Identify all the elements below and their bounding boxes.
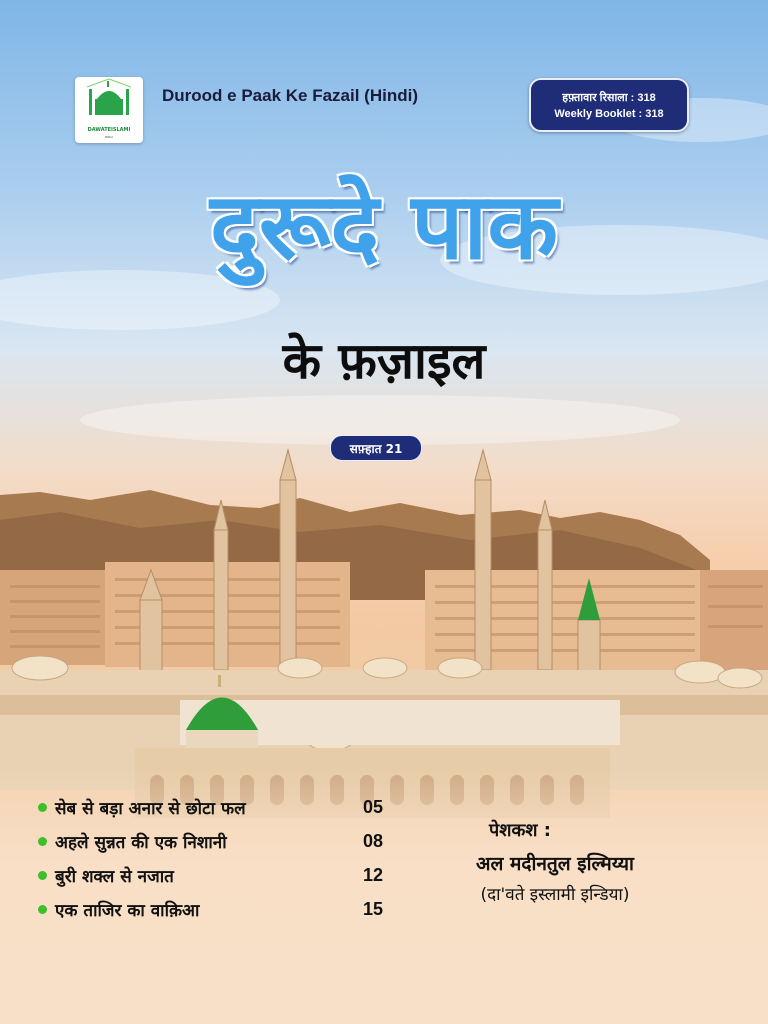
- toc-item-title: बुरी शक्ल से नजात: [55, 866, 174, 887]
- main-title: दुरूदे पाक: [210, 173, 558, 280]
- presenter-org: अल मदीनतुल इल्मिय्या: [476, 853, 634, 875]
- presenter-label: पेशकश :: [489, 820, 551, 841]
- toc-item-page: 08: [362, 830, 383, 851]
- toc-item-page: 15: [362, 898, 383, 919]
- toc-item: [38, 824, 383, 858]
- logo-subtext: INDIA: [104, 135, 114, 139]
- toc-item: [38, 790, 383, 824]
- booklet-number-hindi: हफ़्तावार रिसाला : 318: [562, 92, 656, 104]
- green-dot-icon: [38, 837, 47, 846]
- toc-item-title: एक ताजिर का वाक़िआ: [55, 900, 200, 921]
- publisher-logo: [75, 77, 143, 143]
- green-dot-icon: [38, 803, 47, 812]
- green-mosque-logo-icon: [75, 77, 143, 121]
- toc-item-page: 12: [362, 864, 383, 885]
- toc-item-title: सेब से बड़ा अनार से छोटा फल: [55, 798, 246, 819]
- toc-item-title: अहले सुन्नत की एक निशानी: [55, 832, 227, 853]
- presenter-block: [430, 818, 680, 905]
- toc-item-page: 05: [362, 796, 383, 817]
- green-dot-icon: [38, 905, 47, 914]
- toc-item: [38, 858, 383, 892]
- table-of-contents: [38, 790, 383, 926]
- sub-title: के फ़ज़ाइल: [282, 332, 486, 390]
- series-title: Durood e Paak Ke Fazail (Hindi): [162, 86, 418, 105]
- booklet-number-english: Weekly Booklet : 318: [554, 108, 664, 120]
- toc-item: [38, 892, 383, 926]
- page-count-badge: सफ़्हात 21: [330, 435, 422, 461]
- logo-text: DAWATEISLAMI: [87, 127, 131, 133]
- presenter-org-sub: (दा'वते इस्लामी इन्डिया): [480, 885, 630, 905]
- weekly-booklet-badge: [529, 78, 689, 132]
- green-dot-icon: [38, 871, 47, 880]
